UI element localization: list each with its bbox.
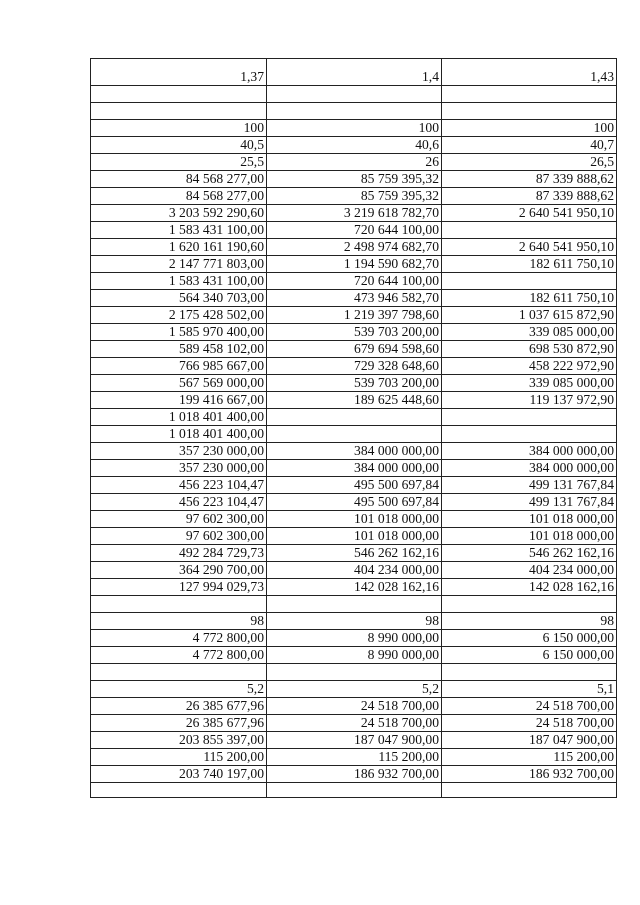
table-cell-col1: 97 602 300,00 (91, 528, 267, 545)
table-row (91, 392, 617, 409)
table-row (91, 766, 617, 783)
table-cell-col1: 492 284 729,73 (91, 545, 267, 562)
table-cell-col2: 85 759 395,32 (267, 171, 442, 188)
table-row (91, 477, 617, 494)
table-cell-col3: 101 018 000,00 (442, 528, 617, 545)
table-row (91, 715, 617, 732)
table-cell-col2 (267, 86, 442, 103)
table-cell-col1 (91, 783, 267, 798)
table-cell-col3 (442, 409, 617, 426)
table-cell-col3 (442, 86, 617, 103)
table-cell-col2: 539 703 200,00 (267, 324, 442, 341)
table-cell-col2: 384 000 000,00 (267, 460, 442, 477)
table-cell-col2: 384 000 000,00 (267, 443, 442, 460)
table-cell-col3: 384 000 000,00 (442, 443, 617, 460)
table-cell-col2: 85 759 395,32 (267, 188, 442, 205)
table-cell-col3: 186 932 700,00 (442, 766, 617, 783)
table-row (91, 443, 617, 460)
table-row (91, 426, 617, 443)
table-cell-col1: 364 290 700,00 (91, 562, 267, 579)
table-cell-col1: 1 018 401 400,00 (91, 426, 267, 443)
table-cell-col1: 2 175 428 502,00 (91, 307, 267, 324)
table-cell-col3 (442, 426, 617, 443)
table-cell-col2: 473 946 582,70 (267, 290, 442, 307)
table-cell-col3: 2 640 541 950,10 (442, 239, 617, 256)
table-row (91, 698, 617, 715)
table-cell-col1: 564 340 703,00 (91, 290, 267, 307)
table-cell-col3 (442, 103, 617, 120)
table-cell-col2: 729 328 648,60 (267, 358, 442, 375)
table-cell-col3 (442, 783, 617, 798)
table-cell-col1: 115 200,00 (91, 749, 267, 766)
table-cell-col1: 4 772 800,00 (91, 647, 267, 664)
table-cell-col3: 499 131 767,84 (442, 494, 617, 511)
table-row (91, 86, 617, 103)
table-cell-col2: 546 262 162,16 (267, 545, 442, 562)
table-row (91, 630, 617, 647)
data-table (90, 58, 617, 798)
table-cell-col3: 24 518 700,00 (442, 698, 617, 715)
table-cell-col2: 539 703 200,00 (267, 375, 442, 392)
table-cell-col1: 40,5 (91, 137, 267, 154)
table-cell-col1: 203 855 397,00 (91, 732, 267, 749)
table-cell-col1: 357 230 000,00 (91, 460, 267, 477)
table-cell-col3: 142 028 162,16 (442, 579, 617, 596)
table-cell-col3: 119 137 972,90 (442, 392, 617, 409)
table-cell-col1: 4 772 800,00 (91, 630, 267, 647)
table-cell-col1 (91, 664, 267, 681)
table-cell-col3: 1 037 615 872,90 (442, 307, 617, 324)
table-cell-col1 (91, 103, 267, 120)
table-cell-col2: 142 028 162,16 (267, 579, 442, 596)
table-cell-col3: 698 530 872,90 (442, 341, 617, 358)
table-cell-col3: 404 234 000,00 (442, 562, 617, 579)
table-cell-col1: 1 585 970 400,00 (91, 324, 267, 341)
table-cell-col2: 495 500 697,84 (267, 494, 442, 511)
table-row (91, 511, 617, 528)
table-cell-col2: 404 234 000,00 (267, 562, 442, 579)
table-row (91, 579, 617, 596)
table-cell-col3 (442, 596, 617, 613)
table-row (91, 341, 617, 358)
table-cell-col3: 458 222 972,90 (442, 358, 617, 375)
table-body (91, 59, 617, 798)
table-row (91, 188, 617, 205)
table-cell-col2 (267, 426, 442, 443)
table-cell-col1: 127 994 029,73 (91, 579, 267, 596)
table-cell-col1: 26 385 677,96 (91, 698, 267, 715)
table-cell-col2: 720 644 100,00 (267, 222, 442, 239)
table-cell-col2: 40,6 (267, 137, 442, 154)
table-row (91, 205, 617, 222)
table-cell-col2: 2 498 974 682,70 (267, 239, 442, 256)
table-cell-col2: 115 200,00 (267, 749, 442, 766)
table-cell-col3: 339 085 000,00 (442, 324, 617, 341)
table-cell-col3: 339 085 000,00 (442, 375, 617, 392)
table-row (91, 358, 617, 375)
table-cell-col1: 203 740 197,00 (91, 766, 267, 783)
table-cell-col1: 84 568 277,00 (91, 171, 267, 188)
table-cell-col1: 1 583 431 100,00 (91, 222, 267, 239)
table-cell-col2: 101 018 000,00 (267, 511, 442, 528)
table-cell-col1: 1 018 401 400,00 (91, 409, 267, 426)
table-cell-col3: 26,5 (442, 154, 617, 171)
table-row (91, 154, 617, 171)
table-row (91, 647, 617, 664)
table-cell-col3 (442, 222, 617, 239)
table-cell-col1: 2 147 771 803,00 (91, 256, 267, 273)
table-cell-col3: 101 018 000,00 (442, 511, 617, 528)
table-cell-col1: 26 385 677,96 (91, 715, 267, 732)
table-row (91, 783, 617, 798)
table-cell-col2: 26 (267, 154, 442, 171)
table-row (91, 545, 617, 562)
table-cell-col2: 101 018 000,00 (267, 528, 442, 545)
table-cell-col3: 115 200,00 (442, 749, 617, 766)
table-cell-col1: 84 568 277,00 (91, 188, 267, 205)
table-cell-col3: 499 131 767,84 (442, 477, 617, 494)
table-row (91, 562, 617, 579)
table-cell-col1: 25,5 (91, 154, 267, 171)
table-cell-col3: 100 (442, 120, 617, 137)
table-row (91, 494, 617, 511)
table-row (91, 460, 617, 477)
table-cell-col2: 24 518 700,00 (267, 698, 442, 715)
table-cell-col1 (91, 86, 267, 103)
table-row (91, 256, 617, 273)
table-cell-col2 (267, 103, 442, 120)
table-cell-col1: 766 985 667,00 (91, 358, 267, 375)
table-row (91, 732, 617, 749)
table-cell-col2 (267, 409, 442, 426)
table-row (91, 596, 617, 613)
table-row (91, 307, 617, 324)
table-cell-col1: 5,2 (91, 681, 267, 698)
table-cell-col2 (267, 596, 442, 613)
table-cell-col3: 98 (442, 613, 617, 630)
table-cell-col3: 87 339 888,62 (442, 188, 617, 205)
table-cell-col1: 456 223 104,47 (91, 477, 267, 494)
table-cell-col3: 182 611 750,10 (442, 256, 617, 273)
table-cell-col1: 3 203 592 290,60 (91, 205, 267, 222)
table-cell-col3: 40,7 (442, 137, 617, 154)
table-cell-col2: 187 047 900,00 (267, 732, 442, 749)
table-row (91, 137, 617, 154)
table-row (91, 59, 617, 86)
table-cell-col1: 98 (91, 613, 267, 630)
table-cell-col2: 24 518 700,00 (267, 715, 442, 732)
table-row (91, 239, 617, 256)
table-cell-col1: 1 583 431 100,00 (91, 273, 267, 290)
table-cell-col1: 456 223 104,47 (91, 494, 267, 511)
table-row (91, 409, 617, 426)
table-cell-col2: 5,2 (267, 681, 442, 698)
table-cell-col1 (91, 596, 267, 613)
table-row (91, 103, 617, 120)
table-cell-col2: 98 (267, 613, 442, 630)
table-cell-col2: 8 990 000,00 (267, 630, 442, 647)
table-cell-col2: 3 219 618 782,70 (267, 205, 442, 222)
table-cell-col2: 679 694 598,60 (267, 341, 442, 358)
table-cell-col1: 589 458 102,00 (91, 341, 267, 358)
table-row (91, 528, 617, 545)
table-cell-col1: 97 602 300,00 (91, 511, 267, 528)
table-cell-col3 (442, 664, 617, 681)
table-cell-col2: 100 (267, 120, 442, 137)
table-cell-col3: 87 339 888,62 (442, 171, 617, 188)
table-row (91, 375, 617, 392)
table-cell-col2 (267, 664, 442, 681)
table-cell-col2: 1,4 (267, 59, 442, 86)
table-row (91, 120, 617, 137)
table-cell-col3: 187 047 900,00 (442, 732, 617, 749)
table-cell-col3: 182 611 750,10 (442, 290, 617, 307)
table-cell-col1: 100 (91, 120, 267, 137)
table-row (91, 613, 617, 630)
table-row (91, 290, 617, 307)
table-row (91, 171, 617, 188)
table-cell-col3: 384 000 000,00 (442, 460, 617, 477)
table-cell-col3: 1,43 (442, 59, 617, 86)
table-cell-col2: 720 644 100,00 (267, 273, 442, 290)
table-cell-col2: 495 500 697,84 (267, 477, 442, 494)
table-cell-col1: 1 620 161 190,60 (91, 239, 267, 256)
table-cell-col3: 6 150 000,00 (442, 647, 617, 664)
table-cell-col3: 6 150 000,00 (442, 630, 617, 647)
table-cell-col2: 189 625 448,60 (267, 392, 442, 409)
table-cell-col2: 1 219 397 798,60 (267, 307, 442, 324)
table-cell-col3 (442, 273, 617, 290)
table-cell-col3: 2 640 541 950,10 (442, 205, 617, 222)
table-cell-col1: 357 230 000,00 (91, 443, 267, 460)
table-row (91, 749, 617, 766)
table-cell-col3: 24 518 700,00 (442, 715, 617, 732)
table-cell-col3: 546 262 162,16 (442, 545, 617, 562)
table-row (91, 324, 617, 341)
table-row (91, 664, 617, 681)
table-cell-col2: 186 932 700,00 (267, 766, 442, 783)
table-cell-col2 (267, 783, 442, 798)
table-cell-col1: 1,37 (91, 59, 267, 86)
table-cell-col3: 5,1 (442, 681, 617, 698)
table-cell-col1: 199 416 667,00 (91, 392, 267, 409)
table-cell-col2: 1 194 590 682,70 (267, 256, 442, 273)
table-cell-col2: 8 990 000,00 (267, 647, 442, 664)
table-cell-col1: 567 569 000,00 (91, 375, 267, 392)
table-row (91, 681, 617, 698)
table-row (91, 222, 617, 239)
table-row (91, 273, 617, 290)
